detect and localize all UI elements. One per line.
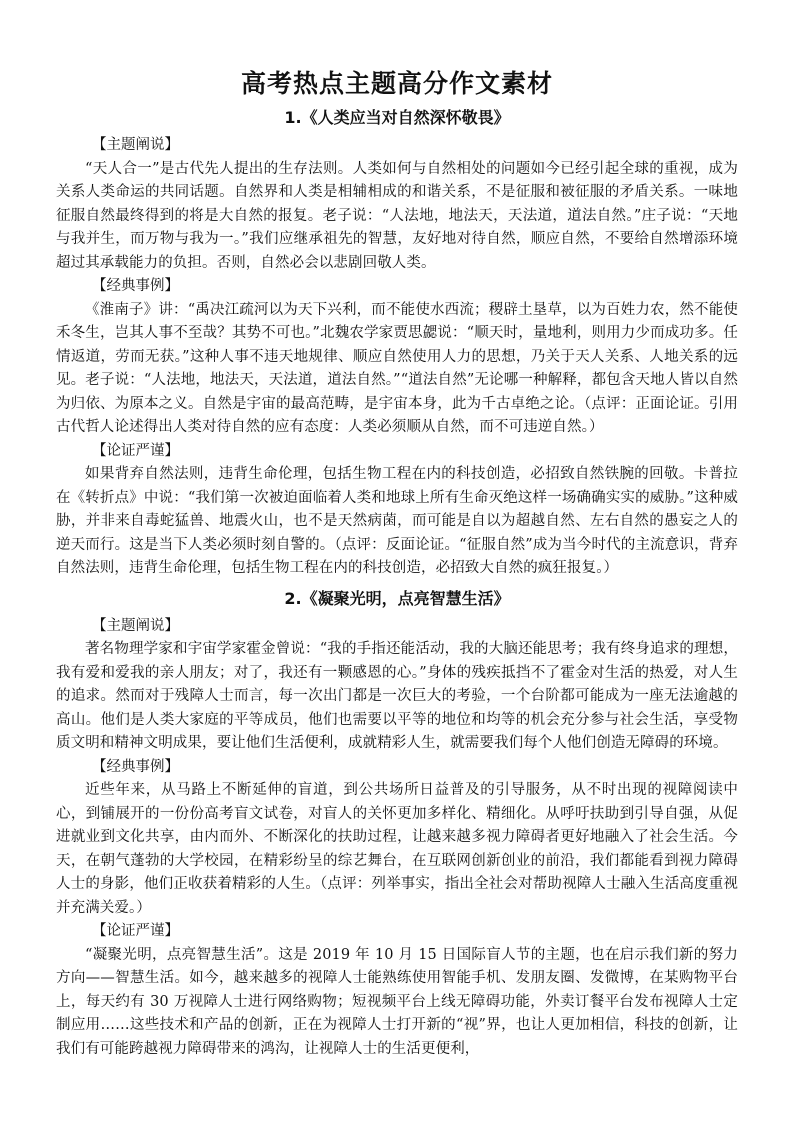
example-label: 【经典事例】 <box>92 758 179 775</box>
example-paragraph: 近些年来，从马路上不断延伸的盲道，到公共场所日益普及的引导服务，从不时出现的视障阅读中心，到铺展开的一份份高考盲文试卷，对盲人的关怀更加多样化、精细化。从呼吁扶助到引导自强，从促进就业到文化共享，由内而外、不断深化的扶助过程，让越来越多视力障碍者更好地融入了社会生活。今天，在朝气蓬勃的大学校园，在精彩纷呈的综艺舞台，在互联网创新创业的前沿，我们都能看到视力障碍人士的身影，他们正收获着精彩的人生。（点评：列举事实，指出全社会对帮助视障人士融入生活高度重视并充满关爱。） <box>56 782 738 916</box>
example-paragraph: 《淮南子》讲：“禹决江疏河以为天下兴利，而不能使水西流；稷辟土垦草，以为百姓力农，然不能使禾冬生，岂其人事不至哉？其势不可也。”北魏农学家贾思勰说：“顺天时，量地利，则用力少而成功多。任情返道，劳而无获。”这种人事不违天地规律、顺应自然使用人力的思想，乃关于天人关系、人地关系的远见。老子说：“人法地，地法天，天法道，道法自然。”“道法自然”无论哪一种解释，都包含天地人皆以自然为归依、为原本之义。自然是宇宙的最高范畴，是宇宙本身，此为千古卓绝之论。（点评：正面论证。引用古代哲人论述得出人类对待自然的应有态度：人类必须顺从自然，而不可违逆自然。） <box>56 301 738 435</box>
example-label: 【经典事例】 <box>92 278 179 294</box>
section-gap <box>56 581 738 585</box>
argument-label: 【论证严谨】 <box>92 442 179 459</box>
document-title: 高考热点主题高分作文素材 <box>240 69 553 98</box>
argument-paragraph: “凝聚光明，点亮智慧生活”。这是 2019 年 10 月 15 日国际盲人节的主题，也在启示我们新的努力方向——智慧生活。如今，越来越多的视障人士能熟练使用智能手机、发朋友圈、发微博，在某购物平台上，每天约有 30 万视障人士进行网络购物；短视频平台上线无障碍功能，外卖订餐平台发布视障人士定制应用……这些技术和产品的创新，正在为视障人士打开新的“视”界，也让人更加相信，科技的创新，让我们有可能跨越视力障碍带来的鸿沟，让视障人士的生活更便利， <box>56 946 738 1057</box>
theme-paragraph: 著名物理学家和宇宙学家霍金曾说：“我的手指还能活动，我的大脑还能思考；我有终身追求的理想，我有爱和爱我的亲人朋友；对了，我还有一颗感恩的心。”身体的残疾抵挡不了霍金对生活的热爱，对人生的追求。然而对于残障人士而言，每一次出门都是一次巨大的考验，一个台阶都可能成为一座无法逾越的高山。他们是人类大家庭的平等成员，他们也需要以平等的地位和均等的机会充分参与社会生活，享受物质文明和精神文明成果，要让他们生活便利，成就精彩人生，就需要我们每个人他们创造无障碍的环境。 <box>56 641 738 751</box>
argument-label: 【论证严谨】 <box>92 923 179 939</box>
argument-paragraph: 如果背弃自然法则，违背生命伦理，包括生物工程在内的科技创造，必招致自然铁腕的回敬。卡普拉在《转折点》中说：“我们第一次被迫面临着人类和地球上所有生命灭绝这样一场确确实实的威胁。”这种威胁，并非来自毒蛇猛兽、地震火山，也不是天然病菌，而可能是自以为超越自然、左右自然的愚妄之人的逆天而行。这是当下人类必须时刻自警的。（点评：反面论证。“征服自然”成为当今时代的主流意识，背弃自然法则，违背生命伦理，包括生物工程在内的科技创造，必招致大自然的疯狂报复。） <box>56 466 738 576</box>
section-title: 2.《凝聚光明，点亮智慧生活》 <box>284 588 510 608</box>
theme-label: 【主题阐说】 <box>92 617 179 634</box>
section-title: 1.《人类应当对自然深怀敬畏》 <box>284 108 510 127</box>
theme-label: 【主题阐说】 <box>92 137 179 153</box>
section-2 <box>56 587 738 1062</box>
theme-paragraph: “天人合一”是古代先人提出的生存法则。人类如何与自然相处的问题如今已经引起全球的重视，成为关系人类命运的共同话题。自然界和人类是相辅相成的和谐关系，不是征服和被征服的矛盾关系。一味地征服自然最终得到的将是大自然的报复。老子说：“人法地，地法天，天法道，道法自然。”庄子说：“天地与我并生，而万物与我为一。”我们应继承祖先的智慧，友好地对待自然，顺应自然，不要给自然增添环境超过其承载能力的负担。否则，自然必会以悲剧回敬人类。 <box>56 160 738 271</box>
section-1 <box>56 106 738 581</box>
